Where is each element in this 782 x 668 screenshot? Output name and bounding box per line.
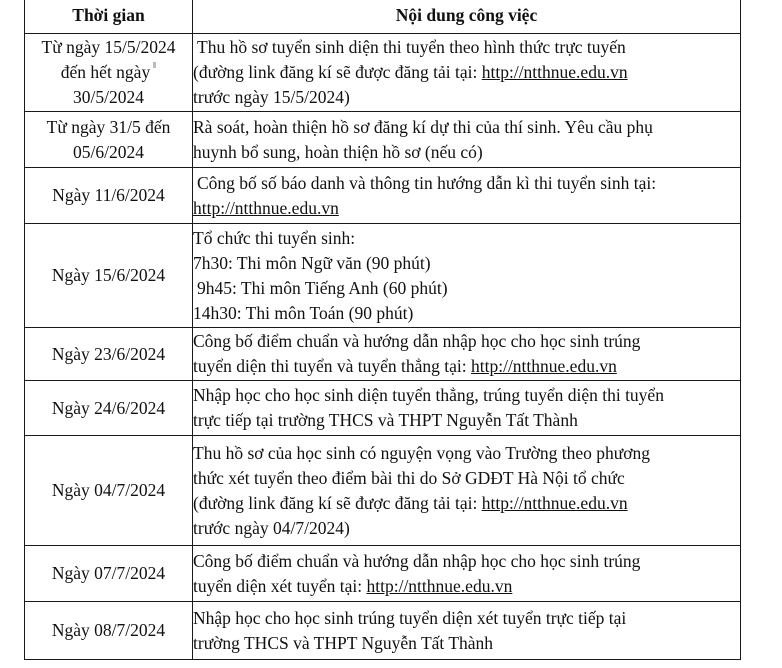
row-task	[193, 328, 741, 381]
table-row	[25, 112, 741, 168]
task-line: thức xét tuyển theo điểm bài thi do Sở GDĐT Hà Nội tổ chức	[193, 467, 625, 488]
row-task	[193, 34, 741, 112]
row-time	[25, 436, 193, 546]
task-line: Nhập học cho học sinh trúng tuyển diện xét tuyển trực tiếp tại	[193, 607, 627, 628]
time-line: Ngày 04/7/2024	[51, 480, 166, 500]
row-time	[25, 546, 193, 602]
row-time	[25, 602, 193, 660]
time-line: 30/5/2024	[73, 87, 144, 107]
time-line	[25, 60, 192, 85]
task-line	[193, 491, 740, 516]
task-line: trường THCS và THPT Nguyễn Tất Thành	[193, 632, 494, 653]
task-line: Thu hồ sơ tuyển sinh diện thi tuyển theo hình thức trực tuyến	[197, 37, 626, 57]
task-text: (đường link đăng kí sẽ được đăng tải tại:	[193, 62, 482, 82]
time-line: Từ ngày 15/5/2024	[41, 37, 176, 57]
task-text: tuyển diện thi tuyển và tuyển thẳng tại:	[193, 356, 471, 376]
task-line: 7h30: Thi môn Ngữ văn (90 phút)	[193, 252, 431, 273]
table-row	[25, 381, 741, 436]
row-task	[193, 436, 741, 546]
task-line: Rà soát, hoàn thiện hồ sơ đăng kí dự thi của thí sinh. Yêu cầu phụ	[193, 116, 653, 137]
row-time	[25, 224, 193, 328]
table-row	[25, 328, 741, 381]
time-line: Ngày 07/7/2024	[51, 563, 166, 583]
row-time	[25, 381, 193, 436]
time-line-text: đến hết ngày	[60, 62, 151, 82]
task-line: Thu hồ sơ của học sinh có nguyện vọng vào Trường theo phương	[193, 442, 650, 463]
row-time	[25, 328, 193, 381]
row-time	[25, 34, 193, 112]
task-line	[193, 196, 740, 221]
header-task: Nội dung công việc	[193, 0, 741, 34]
row-time	[25, 168, 193, 224]
time-line: 05/6/2024	[73, 141, 144, 162]
header-time: Thời gian	[25, 0, 193, 34]
row-task	[193, 112, 741, 168]
task-text: (đường link đăng kí sẽ được đăng tải tại:	[193, 492, 482, 513]
time-line: Ngày 11/6/2024	[52, 185, 165, 205]
scan-mark	[153, 62, 156, 68]
task-line: Công bố điểm chuẩn và hướng dẫn nhập học cho học sinh trúng	[193, 550, 641, 571]
website-link[interactable]: http://ntthnue.edu.vn	[366, 575, 513, 596]
row-task	[193, 168, 741, 224]
row-task	[193, 224, 741, 328]
task-line: Tổ chức thi tuyển sinh:	[193, 227, 356, 248]
table-row	[25, 224, 741, 328]
website-link[interactable]: http://ntthnue.edu.vn	[471, 356, 617, 376]
website-link[interactable]: http://ntthnue.edu.vn	[481, 62, 628, 82]
table-row	[25, 602, 741, 660]
time-line: Ngày 08/7/2024	[51, 620, 166, 640]
task-text: tuyển diện xét tuyển tại:	[193, 575, 367, 596]
table-row	[25, 168, 741, 224]
task-line: Công bố điểm chuẩn và hướng dẫn nhập học cho học sinh trúng	[193, 331, 641, 351]
time-line: Ngày 15/6/2024	[51, 265, 166, 285]
table-row	[25, 546, 741, 602]
task-line	[193, 574, 740, 599]
table-header-row	[25, 0, 741, 34]
website-link[interactable]: http://ntthnue.edu.vn	[481, 492, 628, 513]
row-time	[25, 112, 193, 168]
row-task	[193, 602, 741, 660]
task-line	[193, 60, 740, 85]
website-link[interactable]: http://ntthnue.edu.vn	[193, 197, 339, 218]
task-line	[193, 354, 740, 379]
task-line: 14h30: Thi môn Toán (90 phút)	[193, 302, 414, 323]
task-line: trực tiếp tại trường THCS và THPT Nguyễn Tất Thành	[193, 410, 578, 430]
row-task	[193, 381, 741, 436]
admission-schedule-table	[24, 0, 741, 660]
task-line: Công bố số báo danh và thông tin hướng dẫn kì thi tuyển sinh tại:	[197, 172, 657, 193]
row-task	[193, 546, 741, 602]
task-line: huynh bổ sung, hoàn thiện hồ sơ (nếu có)	[193, 141, 483, 162]
table-row	[25, 436, 741, 546]
task-line: Nhập học cho học sinh diện tuyển thẳng, trúng tuyển diện thi tuyển	[193, 385, 664, 405]
table-row	[25, 34, 741, 112]
task-line: trước ngày 04/7/2024)	[193, 517, 350, 538]
time-line: Từ ngày 31/5 đến	[46, 116, 171, 137]
task-line: 9h45: Thi môn Tiếng Anh (60 phút)	[197, 277, 448, 298]
time-line: Ngày 24/6/2024	[51, 397, 166, 418]
time-line: Ngày 23/6/2024	[51, 343, 166, 364]
task-line: trước ngày 15/5/2024)	[193, 87, 350, 107]
